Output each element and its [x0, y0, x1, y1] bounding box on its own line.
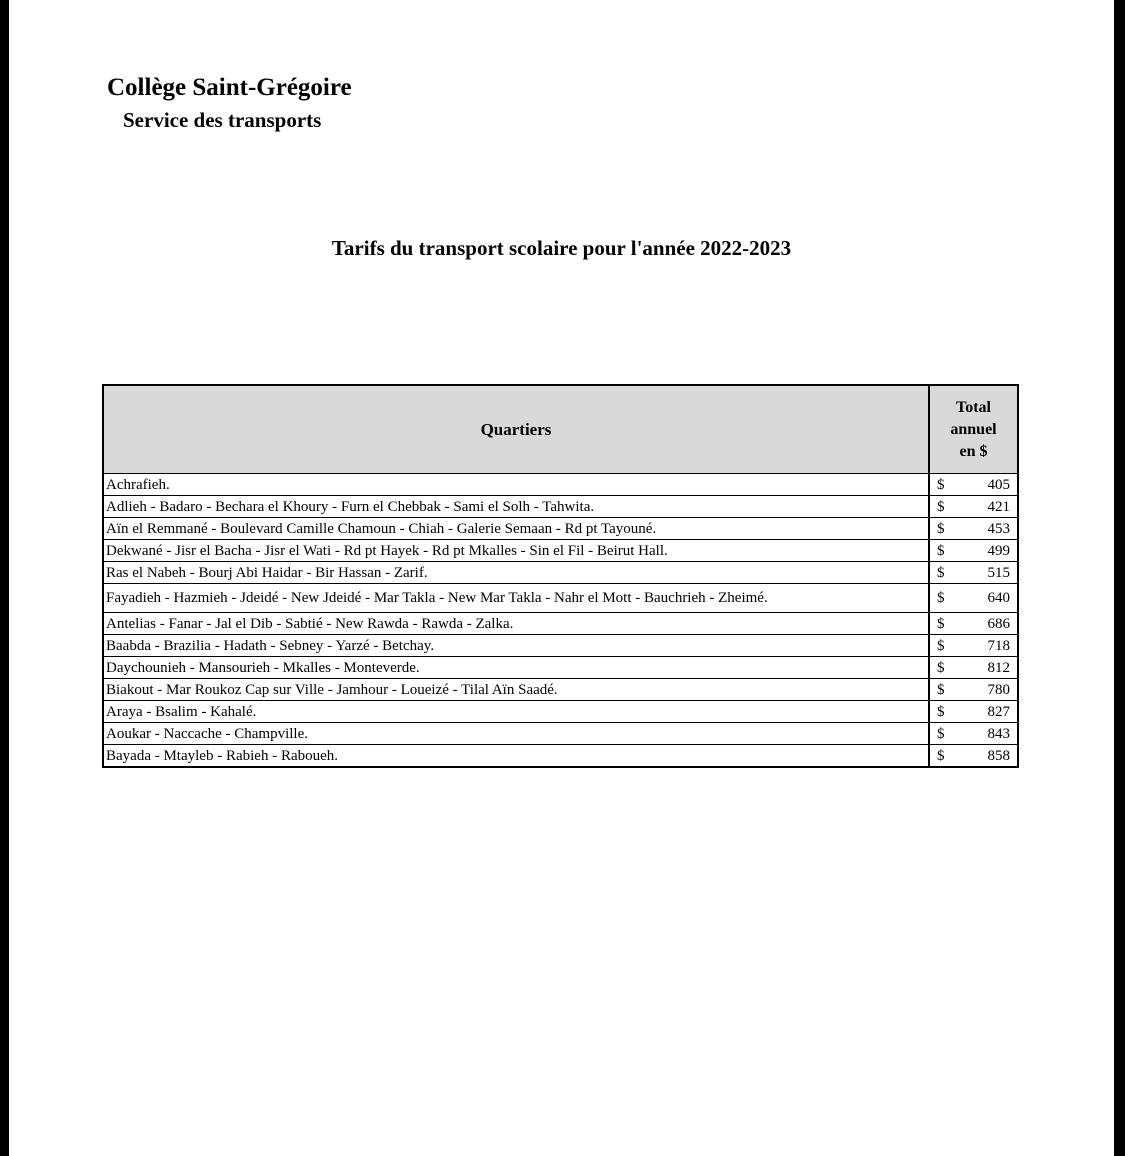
table-header-row [103, 385, 1018, 474]
table-body [103, 474, 1018, 768]
currency-symbol: $ [937, 681, 945, 698]
currency-symbol: $ [937, 747, 945, 764]
currency-symbol: $ [937, 637, 945, 654]
total-cell [929, 679, 1018, 701]
table-row [103, 657, 1018, 679]
quartiers-cell: Aïn el Remmané - Boulevard Camille Chamoun - Chiah - Galerie Semaan - Rd pt Tayouné. [103, 518, 929, 540]
total-cell [929, 474, 1018, 496]
document-title: Tarifs du transport scolaire pour l'année 2022-2023 [331, 236, 792, 260]
total-amount: 780 [987, 681, 1010, 698]
quartiers-cell: Ras el Nabeh - Bourj Abi Haidar - Bir Hassan - Zarif. [103, 562, 929, 584]
currency-symbol: $ [937, 725, 945, 742]
table-row [103, 701, 1018, 723]
table-row [103, 723, 1018, 745]
total-cell [929, 745, 1018, 768]
tariff-table [102, 384, 1019, 768]
currency-symbol: $ [937, 703, 945, 720]
total-cell [929, 584, 1018, 613]
document-page [9, 0, 1114, 1156]
org-service: Service des transports [123, 108, 322, 132]
total-amount: 515 [987, 564, 1010, 581]
quartiers-cell: Daychounieh - Mansourieh - Mkalles - Monteverde. [103, 657, 929, 679]
quartiers-cell: Biakout - Mar Roukoz Cap sur Ville - Jamhour - Loueizé - Tilal Aïn Saadé. [103, 679, 929, 701]
currency-symbol: $ [937, 520, 945, 537]
quartiers-cell: Fayadieh - Hazmieh - Jdeidé - New Jdeidé - Mar Takla - New Mar Takla - Nahr el Mott - Bauchrieh - Zheimé. [103, 584, 929, 613]
quartiers-cell: Adlieh - Badaro - Bechara el Khoury - Furn el Chebbak - Sami el Solh - Tahwita. [103, 496, 929, 518]
currency-symbol: $ [937, 564, 945, 581]
total-amount: 718 [987, 637, 1010, 654]
total-amount: 858 [987, 747, 1010, 764]
header-total-line: annuel [950, 420, 997, 438]
header-total-line: en $ [959, 442, 988, 460]
header-quartiers: Quartiers [103, 385, 929, 474]
quartiers-cell: Dekwané - Jisr el Bacha - Jisr el Wati - Rd pt Hayek - Rd pt Mkalles - Sin el Fil - Beirut Hall. [103, 540, 929, 562]
currency-symbol: $ [937, 615, 945, 632]
total-amount: 640 [987, 590, 1010, 606]
table-row [103, 496, 1018, 518]
total-cell [929, 701, 1018, 723]
quartiers-cell: Aoukar - Naccache - Champville. [103, 723, 929, 745]
currency-symbol: $ [937, 498, 945, 515]
total-cell [929, 613, 1018, 635]
currency-symbol: $ [937, 590, 945, 606]
total-cell [929, 635, 1018, 657]
quartiers-cell: Antelias - Fanar - Jal el Dib - Sabtié - New Rawda - Rawda - Zalka. [103, 613, 929, 635]
total-amount: 812 [987, 659, 1010, 676]
quartiers-cell: Bayada - Mtayleb - Rabieh - Raboueh. [103, 745, 929, 768]
header-total-line: Total [956, 398, 991, 416]
total-cell [929, 540, 1018, 562]
quartiers-cell: Achrafieh. [103, 474, 929, 496]
table-row [103, 679, 1018, 701]
currency-symbol: $ [937, 476, 945, 493]
total-amount: 843 [987, 725, 1010, 742]
total-amount: 453 [987, 520, 1010, 537]
total-amount: 686 [987, 615, 1010, 632]
total-amount: 421 [987, 498, 1010, 515]
total-cell [929, 518, 1018, 540]
table-row [103, 562, 1018, 584]
total-cell [929, 562, 1018, 584]
total-amount: 499 [987, 542, 1010, 559]
total-amount: 827 [987, 703, 1010, 720]
total-cell [929, 496, 1018, 518]
table-row [103, 613, 1018, 635]
quartiers-cell: Araya - Bsalim - Kahalé. [103, 701, 929, 723]
total-cell [929, 657, 1018, 679]
total-amount: 405 [987, 476, 1010, 493]
header-total [929, 385, 1018, 474]
total-cell [929, 723, 1018, 745]
table-row [103, 540, 1018, 562]
table-row [103, 584, 1018, 613]
org-name: Collège Saint-Grégoire [107, 74, 352, 101]
currency-symbol: $ [937, 659, 945, 676]
table-row [103, 745, 1018, 768]
table-row [103, 518, 1018, 540]
currency-symbol: $ [937, 542, 945, 559]
table-row [103, 635, 1018, 657]
table-row [103, 474, 1018, 496]
quartiers-cell: Baabda - Brazilia - Hadath - Sebney - Yarzé - Betchay. [103, 635, 929, 657]
